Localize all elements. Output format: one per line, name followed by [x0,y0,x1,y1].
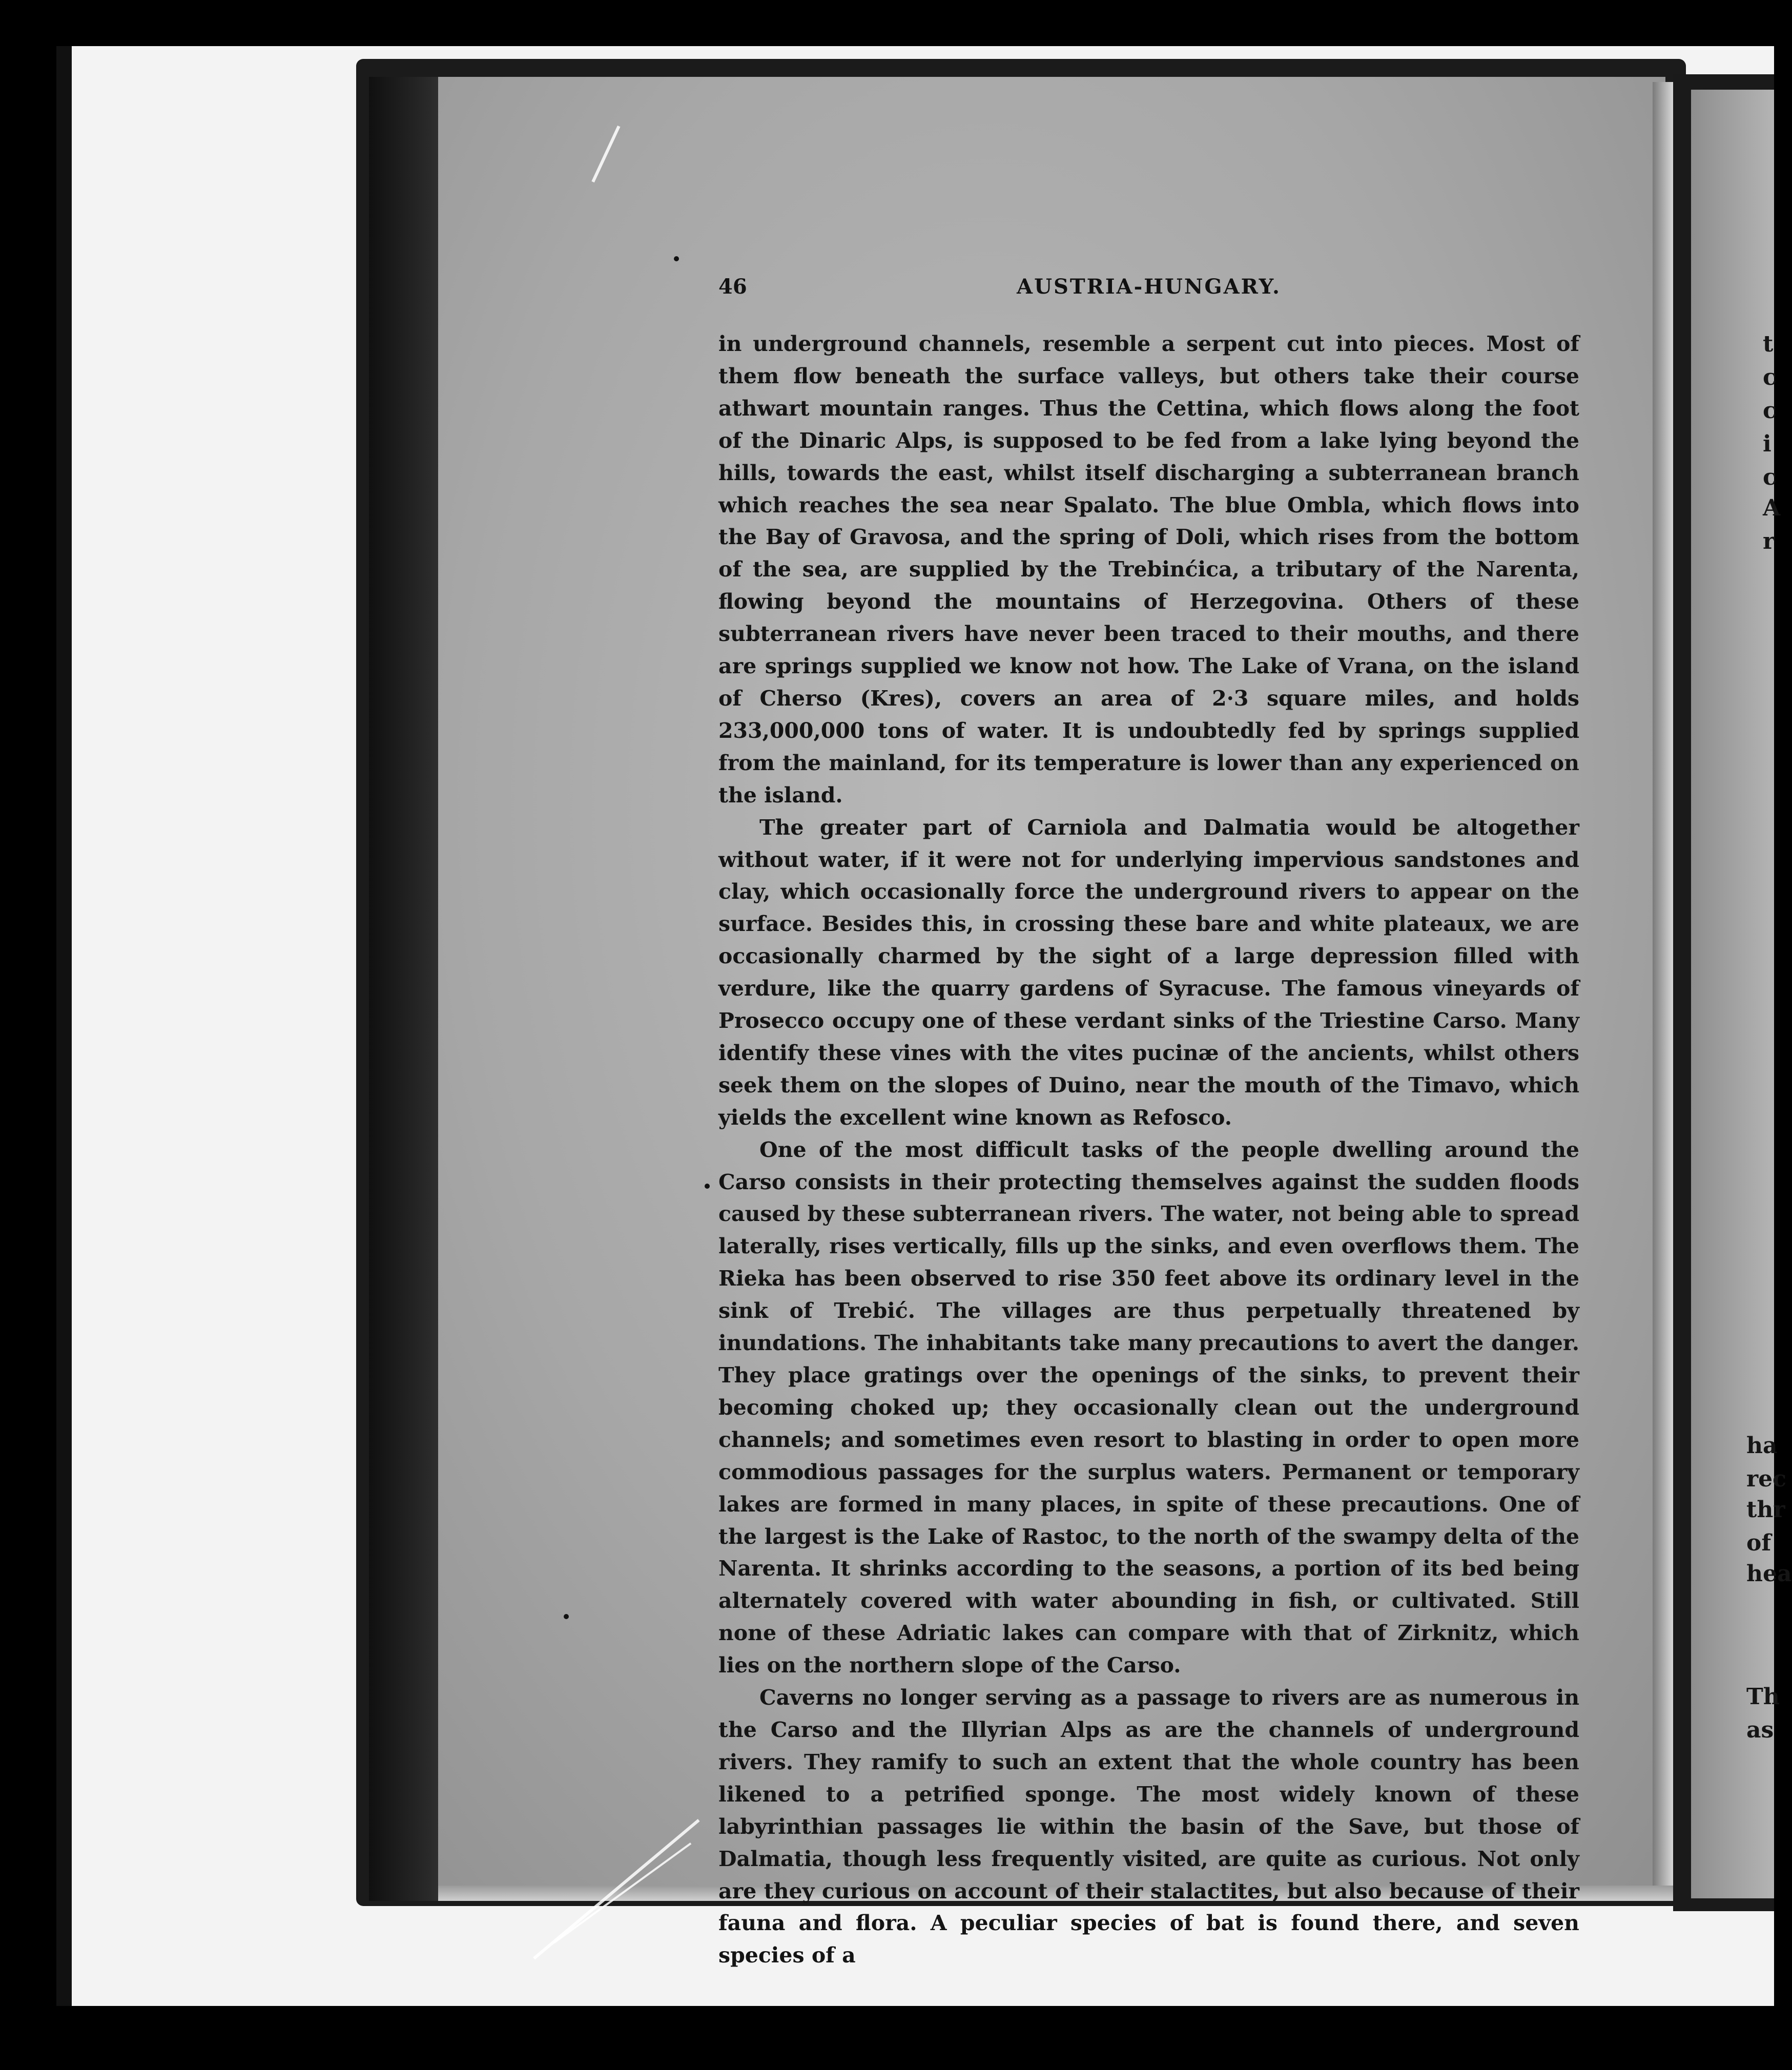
next-page-fragment: A [1763,495,1781,521]
film-speck [674,256,679,261]
page-number: 46 [718,275,747,299]
next-page-fragment: as [1746,1717,1774,1743]
next-page-fragment: c [1763,464,1777,490]
next-page-fragment: ha [1746,1433,1778,1459]
paragraph: in underground channels, resemble a serpent cut into pieces. Most of them flow beneath the surface valleys, but others take their course athwart mountain ranges. Thus the Cettina, which flows along the foot of the Dinaric Alps, is supposed to be fed from a lake lying beyond the hills, towards the east, whilst itself discharging a subterranean branch which reaches the sea near Spalato. The blue Ombla, which flows into the Bay of Gravosa, and the spring of Doli, which rises from the bottom of the sea, are supplied by the Trebinćica, a tributary of the Narenta, flowing beyond the mountains of Herzegovina. Others of these subterranean rivers have never been traced to their mouths, and there are springs supplied we know not how. The Lake of Vrana, on the island of Cherso (Kres), covers an area of 2·3 square miles, and holds 233,000,000 tons of water. It is undoubtedly fed by springs supplied from the mainland, for its temperature is lower than any experienced on the island. [718,332,1579,808]
film-speck [564,1614,569,1619]
next-page-fragment: c [1763,364,1777,390]
next-page-fragment: t [1763,331,1774,357]
next-page-fragment: c [1763,398,1777,424]
page-gutter [1653,82,1673,1891]
next-page-fragment: Th [1746,1684,1780,1710]
next-page-fragment: of [1746,1530,1772,1556]
body-text [718,328,1579,1972]
next-page-fragment: i [1763,431,1772,457]
running-head: AUSTRIA-HUNGARY. [1017,275,1281,299]
paragraph: The greater part of Carniola and Dalmatia would be altogether without water, if it were not for underlying impervious sandstones and clay, which occasionally force the underground rivers to appear on the surface. Besides this, in crossing these bare and white plateaux, we are occasionally charmed by the sight of a large depression filled with verdure, like the quarry gardens of Syracuse. The famous vineyards of Prosecco occupy one of these verdant sinks of the Triestine Carso. Many identify these vines with the vites pucinæ of the ancients, whilst others seek them on the slopes of Duino, near the mouth of the Timavo, which yields the excellent wine known as Refosco. [718,815,1579,1130]
film-speck [705,1184,710,1189]
next-page-fragment: rec [1746,1466,1786,1492]
paragraph: One of the most difficult tasks of the people dwelling around the Carso consists in their protecting themselves against the sudden floods caused by these subterranean rivers. The water, not being able to spread laterally, rises vertically, fills up the sinks, and even overflows them. The Rieka has been observed to rise 350 feet above its ordinary level in the sink of Trebić. The villages are thus perpetually threatened by inundations. The inhabitants take many precautions to avert the danger. They place gratings over the openings of the sinks, to prevent their becoming choked up; they occasionally clean out the underground channels; and sometimes even resort to blasting in order to open more commodious passages for the surplus waters. Permanent or temporary lakes are formed in many places, in spite of these precautions. One of the largest is the Lake of Rastoc, to the north of the swampy delta of the Narenta. It shrinks according to the seasons, a portion of its bed being alternately covered with water abounding in fish, or cultivated. Still none of these Adriatic lakes can compare with that of Zirknitz, which lies on the northern slope of the Carso. [718,1137,1579,1678]
next-page [1691,90,1774,1898]
film-edge [56,46,72,2006]
paragraph: Caverns no longer serving as a passage to rivers are as numerous in the Carso and the Illyrian Alps as are the channels of underground rivers. They ramify to such an extent that the whole country has been likened to a petrified sponge. The most widely known of these labyrinthian passages lie within the basin of the Save, but those of Dalmatia, though less frequently visited, are quite as curious. Not only are they curious on account of their stalactites, but also because of their fauna and flora. A peculiar species of bat is found there, and seven species of a [718,1685,1579,1968]
page-header [718,275,1579,305]
next-page-fragment: hea [1746,1561,1792,1587]
next-page-fragment: r [1763,528,1775,554]
next-page-fragment: thr [1746,1497,1785,1523]
